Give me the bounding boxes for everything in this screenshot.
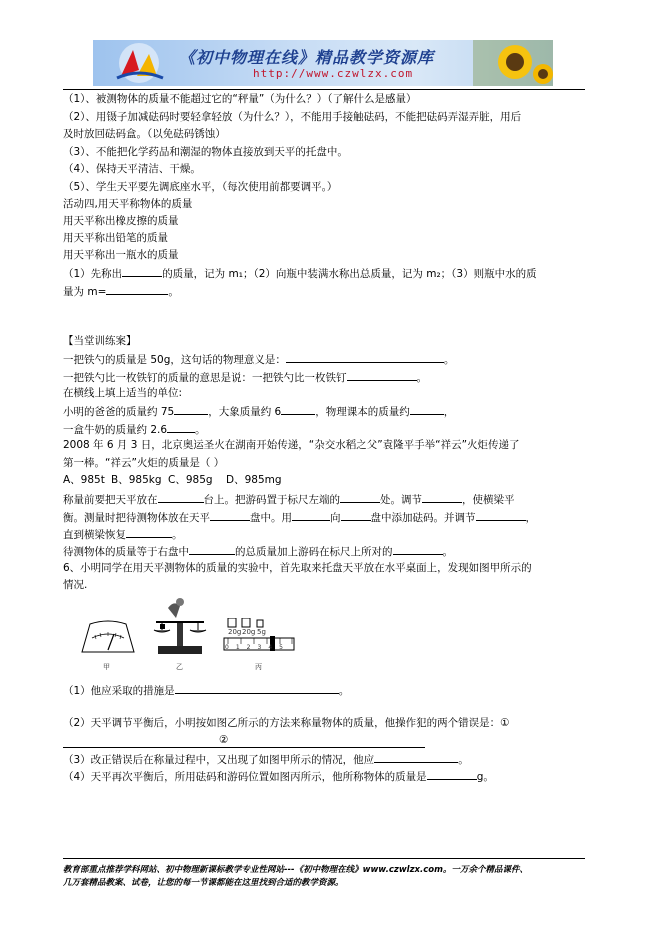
p8-text-b: 台上。把游码置于标尺左端的 [203, 494, 340, 506]
p9-text-a: 衡。测量时把待测物体放在天平 [63, 512, 210, 524]
practice-line-13: 情况. [63, 579, 88, 591]
scale-num: 0 [225, 644, 236, 651]
header-banner [93, 40, 553, 86]
practice-heading: 【当堂训练案】 [63, 335, 137, 347]
banner-title: 《初中物理在线》精品教学资源库 [179, 48, 435, 67]
practice-line-8 [63, 491, 515, 507]
answer-blank[interactable] [347, 369, 417, 381]
s2-marker: ② [219, 734, 229, 746]
answer-blank[interactable] [189, 543, 235, 555]
answer-blank[interactable] [174, 403, 208, 415]
answer-blank[interactable] [210, 509, 250, 521]
weight-label-1: 20g [228, 628, 242, 636]
p1-text: 一把铁勺的质量是 50g，这句话的物理意义是： [63, 354, 286, 366]
header-rule [63, 89, 585, 90]
balance-scale-figure [150, 596, 210, 658]
footer-line-2: 几万套精品教案、试卷，让您的每一节课都能在这里找到合适的教学资源。 [63, 878, 344, 888]
s3-end: 。 [458, 754, 469, 766]
activity4-item-1: 用天平称出橡皮擦的质量 [63, 215, 179, 227]
p10-end: 。 [172, 529, 183, 541]
answer-blank[interactable] [281, 403, 315, 415]
p4-text-d: ， [443, 406, 455, 418]
practice-line-11 [63, 543, 453, 559]
note-line-6: （5）、学生天平要先调底座水平，（每次使用前都要调平。） [63, 181, 338, 193]
option-b[interactable]: B、985kg [111, 474, 162, 486]
scale-num: 3 [257, 644, 269, 651]
footer-rule [63, 858, 585, 859]
practice-line-1 [63, 351, 454, 367]
note-line-1: （1）、被测物体的质量不能超过它的“秤量”（为什么？）（了解什么是感量） [63, 93, 417, 105]
figure-label-yi: 乙 [176, 663, 183, 671]
p11-text-b: 的总质量加上游码在标尺上所对的 [235, 546, 393, 558]
activity4-question-line-1 [63, 265, 537, 281]
answer-blank[interactable] [175, 682, 339, 694]
note-line-5: （4）、保持天平清洁、干燥。 [63, 163, 201, 175]
note-line-3: 及时放回砝码盒。（以免砝码锈蚀） [63, 128, 226, 140]
p2-text: 一把铁勺比一枚铁钉的质量的意思是说：一把铁勺比一枚铁钉 [63, 372, 347, 384]
p10-text: 直到横梁恢复 [63, 529, 126, 541]
answer-blank[interactable] [286, 351, 444, 363]
dial-gauge-figure [78, 618, 138, 658]
subq-3 [63, 751, 469, 767]
sunflower-icon [473, 40, 553, 86]
s4-end: g。 [476, 771, 494, 783]
p8-text-a: 称量前要把天平放在 [63, 494, 158, 506]
weight-label-2: 20g [242, 628, 256, 636]
answer-blank[interactable] [374, 751, 458, 763]
p8-text-c: 处。调节 [380, 494, 422, 506]
practice-line-3: 在横线上填上适当的单位: [63, 387, 183, 399]
practice-line-6: 2008 年 6 月 3 日，北京奥运圣火在湖南开始传递，“杂交水稻之父”袁隆平手举“祥云”火炬传递了 [63, 439, 520, 451]
p5-text: 一盒牛奶的质量约 2.6 [63, 424, 168, 436]
practice-line-10 [63, 526, 183, 542]
answer-blank[interactable] [106, 283, 168, 295]
answer-blank[interactable] [393, 543, 443, 555]
s1-text: （1）他应采取的措施是 [63, 685, 175, 697]
note-line-2: （2）、用镊子加减砝码时要轻拿轻放（为什么？），不能用手接触砝码，不能把砝码弄湿弄脏，用后 [63, 111, 522, 123]
answer-blank[interactable] [340, 491, 380, 503]
banner-url[interactable]: http://www.czwlzx.com [253, 67, 414, 80]
p2-end: 。 [416, 372, 427, 384]
practice-line-7: 第一棒。“祥云”火炬的质量是（ ） [63, 457, 225, 469]
answer-blank[interactable] [422, 491, 462, 503]
weight-label-3: 5g [257, 628, 266, 636]
s1-end: 。 [338, 685, 350, 697]
scale-num: 2 [246, 644, 258, 651]
p8-text-d: ，使横梁平 [462, 494, 515, 506]
scale-num: 4 [268, 644, 280, 651]
answer-blank[interactable] [476, 509, 526, 521]
answer-blank[interactable] [122, 265, 162, 277]
subq-2: （2）天平调节平衡后，小明按如图乙所示的方法来称量物体的质量，他操作犯的两个错误是：① [63, 717, 510, 729]
option-a[interactable]: A、985t [63, 474, 105, 486]
option-c[interactable]: C、985g [168, 474, 213, 486]
s3-text: （3）改正错误后在称量过程中，又出现了如图甲所示的情况，他应 [63, 754, 375, 766]
option-d[interactable]: D、985mg [226, 474, 282, 486]
figure-label-bing: 丙 [255, 663, 262, 671]
q1-text-a: （1）先称出 [63, 268, 123, 280]
practice-line-5 [63, 421, 206, 437]
answer-blank[interactable] [167, 421, 195, 433]
activity4-question-line-2 [63, 283, 179, 299]
site-logo-icon [99, 40, 179, 86]
scale-num: 1 [235, 644, 247, 651]
p9-text-e: ， [525, 512, 536, 524]
answer-blank[interactable] [158, 491, 204, 503]
p5-end: 。 [195, 424, 206, 436]
q1-text-d: 。 [168, 286, 179, 298]
figure-label-jia: 甲 [103, 663, 110, 671]
practice-line-2 [63, 369, 427, 385]
activity4-title: 活动四,用天平称物体的质量 [63, 198, 193, 210]
footer-line-1: 教育部重点推荐学科网站、初中物理新课标教学专业性网站---《初中物理在线》www.czwlzx.com。一万余个精品课件、 [63, 865, 528, 875]
p9-text-c: 向 [330, 512, 341, 524]
answer-blank[interactable] [292, 509, 330, 521]
p11-text-a: 待测物体的质量等于右盘中 [63, 546, 189, 558]
answer-blank[interactable] [126, 526, 172, 538]
p4-text-b: ，大象质量约 6 [208, 406, 282, 418]
answer-blank[interactable] [427, 768, 477, 780]
activity4-item-2: 用天平称出铅笔的质量 [63, 232, 168, 244]
practice-line-9 [63, 509, 536, 525]
choice-options [63, 473, 282, 487]
scale-numbers [225, 644, 290, 651]
p9-text-d: 盘中添加砝码。并调节 [370, 512, 476, 524]
p11-end: 。 [442, 546, 453, 558]
note-line-4: （3）、不能把化学药品和潮湿的物体直接放到天平的托盘中。 [63, 146, 348, 158]
subq-4 [63, 768, 494, 784]
answer-blank[interactable] [341, 509, 371, 521]
answer-blank[interactable] [410, 403, 444, 415]
q1-text-c: 量为 m= [63, 286, 107, 298]
activity4-item-3: 用天平称出一瓶水的质量 [63, 249, 179, 261]
p4-text-c: ，物理课本的质量约 [315, 406, 410, 418]
scale-num: 5 [279, 644, 290, 651]
subq-1 [63, 682, 349, 698]
p9-text-b: 盘中。用 [250, 512, 292, 524]
q1-text-b: 的质量，记为 m₁；（2）向瓶中装满水称出总质量，记为 m₂；（3）则瓶中水的质 [162, 268, 537, 280]
p4-text-a: 小明的爸爸的质量约 75 [63, 406, 175, 418]
subq-2-answer-line[interactable] [63, 733, 425, 748]
p1-end: 。 [443, 354, 455, 366]
s4-text: （4）天平再次平衡后，所用砝码和游码位置如图丙所示，他所称物体的质量是 [63, 771, 427, 783]
practice-line-12: 6、小明同学在用天平测物体的质量的实验中，首先取来托盘天平放在水平桌面上，发现如图甲所示的 [63, 562, 532, 574]
practice-line-4 [63, 403, 454, 419]
